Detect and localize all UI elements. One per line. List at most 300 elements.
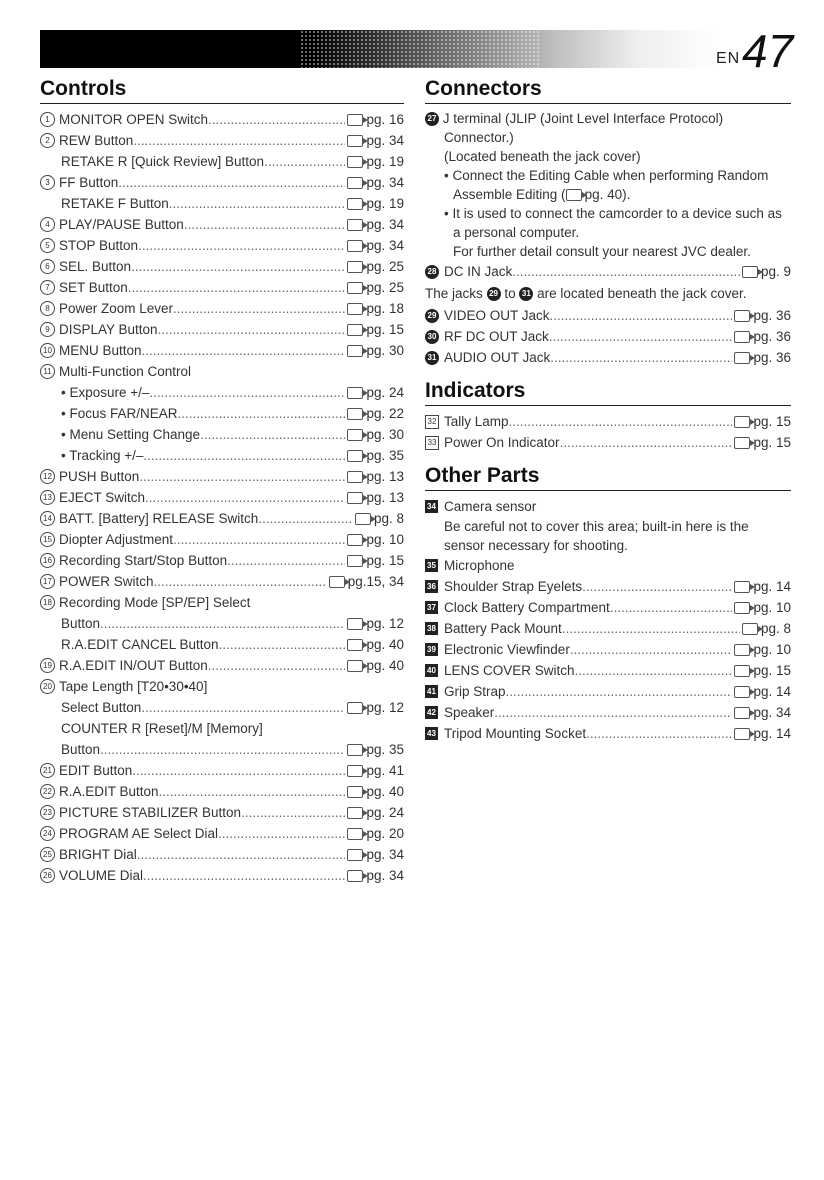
entry-label: EDIT Button xyxy=(59,763,133,778)
page-ref-text: pg. 15 xyxy=(366,322,404,337)
entry-label: RETAKE R [Quick Review] Button xyxy=(61,154,265,169)
list-item xyxy=(40,592,404,613)
entry-label: PLAY/PAUSE Button xyxy=(59,217,184,232)
item-number-icon: 9 xyxy=(40,322,55,337)
page-ref-text: pg. 40 xyxy=(366,784,404,799)
item-number-icon: 25 xyxy=(40,847,55,862)
entry-label: Electronic Viewfinder xyxy=(444,642,570,657)
dcin-row xyxy=(425,261,791,282)
page-ref xyxy=(345,844,404,865)
page-reference-icon xyxy=(347,702,363,714)
item-number-icon: 11 xyxy=(40,364,55,379)
page-ref-text: pg. 19 xyxy=(366,154,404,169)
leader-dots xyxy=(131,256,345,277)
controls-list xyxy=(40,109,404,886)
item-number-icon: 14 xyxy=(40,511,55,526)
page-ref-text: pg. 15 xyxy=(753,435,791,450)
leader-dots xyxy=(570,639,733,660)
entry-label: VOLUME Dial xyxy=(59,868,144,883)
list-item xyxy=(425,432,791,453)
page-ref-text: pg. 13 xyxy=(366,469,404,484)
page-reference-icon xyxy=(347,114,363,126)
leader-dots xyxy=(173,529,345,550)
page-reference-icon xyxy=(347,303,363,315)
page-ref xyxy=(732,660,791,681)
page-reference-icon xyxy=(347,198,363,210)
list-item xyxy=(40,340,404,361)
page-reference-icon xyxy=(347,282,363,294)
bullet-text: • It is used to connect the camcorder to a device such as a personal computer. xyxy=(444,206,782,240)
page-ref-text: pg. 34 xyxy=(366,868,404,883)
badge-wrap xyxy=(40,151,57,172)
page-ref xyxy=(732,305,791,326)
badge-wrap xyxy=(40,823,57,844)
entry-label: SEL. Button xyxy=(59,259,132,274)
page-ref xyxy=(345,802,404,823)
page-ref xyxy=(327,571,404,592)
page-ref-text: pg. 30 xyxy=(366,427,404,442)
item-number-icon: 38 xyxy=(425,622,438,635)
list-item xyxy=(40,277,404,298)
item-number-icon: 17 xyxy=(40,574,55,589)
page-ref-text: pg. 14 xyxy=(753,579,791,594)
page-reference-icon xyxy=(347,261,363,273)
badge-wrap xyxy=(40,235,57,256)
page-ref-text: pg. 35 xyxy=(366,742,404,757)
list-item xyxy=(40,172,404,193)
page-ref-text: pg. 36 xyxy=(753,350,791,365)
page-ref xyxy=(345,865,404,886)
page-ref xyxy=(732,576,791,597)
list-item xyxy=(40,823,404,844)
right-column xyxy=(425,76,791,744)
entry-label: Speaker xyxy=(444,705,495,720)
page-ref-text: pg. 22 xyxy=(366,406,404,421)
jterminal-bullet-1 xyxy=(425,166,791,204)
badge-wrap xyxy=(40,340,57,361)
page-reference-icon xyxy=(734,602,750,614)
indicators-heading: Indicators xyxy=(425,378,791,406)
other-parts-heading: Other Parts xyxy=(425,463,791,491)
page-reference-icon xyxy=(347,618,363,630)
page-ref xyxy=(732,347,791,368)
entry-label: • Menu Setting Change xyxy=(61,427,201,442)
item-number-icon: 28 xyxy=(425,265,439,279)
page-reference-icon xyxy=(347,240,363,252)
leader-dots xyxy=(145,487,345,508)
list-item xyxy=(425,597,791,618)
page-reference-icon xyxy=(347,660,363,672)
page-ref-text: pg. 30 xyxy=(366,343,404,358)
leader-dots xyxy=(512,261,740,282)
page-ref xyxy=(345,529,404,550)
page-ref-text: pg. 14 xyxy=(753,684,791,699)
item-number-icon: 32 xyxy=(425,415,439,429)
page-ref xyxy=(353,508,404,529)
badge-wrap xyxy=(40,571,57,592)
page-ref xyxy=(345,151,404,172)
badge-wrap xyxy=(40,466,57,487)
page-ref-text: pg. 24 xyxy=(366,805,404,820)
badge-wrap xyxy=(40,802,57,823)
page-ref xyxy=(345,424,404,445)
list-item xyxy=(40,130,404,151)
item-number-icon: 30 xyxy=(425,330,439,344)
badge-wrap xyxy=(40,445,57,466)
item-number-icon: 7 xyxy=(40,280,55,295)
leader-dots xyxy=(582,576,732,597)
page-ref xyxy=(345,613,404,634)
badge-wrap xyxy=(40,109,57,130)
badge-wrap xyxy=(425,261,442,282)
leader-dots xyxy=(132,760,345,781)
badge-wrap xyxy=(40,613,57,634)
page-ref-text: pg.15, 34 xyxy=(347,574,404,589)
leader-dots xyxy=(154,571,327,592)
page-ref-text: pg. 34 xyxy=(366,175,404,190)
badge-wrap xyxy=(40,760,57,781)
entry-label: DC IN Jack xyxy=(444,264,513,279)
item-number-icon: 26 xyxy=(40,868,55,883)
list-item xyxy=(40,844,404,865)
entry-label: Battery Pack Mount xyxy=(444,621,562,636)
page-reference-icon xyxy=(347,324,363,336)
leader-dots xyxy=(575,660,733,681)
list-item xyxy=(40,151,404,172)
entry-label: MENU Button xyxy=(59,343,142,358)
leader-dots xyxy=(200,424,345,445)
page-reference-icon xyxy=(347,765,363,777)
page-ref xyxy=(345,655,404,676)
entry-label: BRIGHT Dial xyxy=(59,847,137,862)
page-ref-text: pg. 10 xyxy=(753,642,791,657)
list-item xyxy=(40,697,404,718)
list-item xyxy=(40,256,404,277)
badge-wrap xyxy=(40,739,57,760)
entry-label: Recording Mode [SP/EP] Select xyxy=(59,595,251,610)
entry-label: PICTURE STABILIZER Button xyxy=(59,805,242,820)
item-number-icon: 27 xyxy=(425,112,439,126)
leader-dots xyxy=(550,305,733,326)
page-ref xyxy=(345,193,404,214)
entry-label: • Focus FAR/NEAR xyxy=(61,406,178,421)
list-item xyxy=(40,571,404,592)
leader-dots xyxy=(550,347,732,368)
leader-dots xyxy=(173,298,345,319)
page-reference-icon xyxy=(734,310,750,322)
page-ref xyxy=(345,487,404,508)
leader-dots xyxy=(138,235,345,256)
page-ref-text: pg. 25 xyxy=(366,259,404,274)
controls-heading: Controls xyxy=(40,76,404,104)
entry-label: EJECT Switch xyxy=(59,490,146,505)
list-item xyxy=(40,739,404,760)
list-item xyxy=(425,702,791,723)
controls-column xyxy=(40,76,404,886)
list-item xyxy=(425,326,791,347)
leader-dots xyxy=(509,411,733,432)
entry-label: Tally Lamp xyxy=(444,414,509,429)
page-ref-text: pg. 8 xyxy=(373,511,404,526)
list-item xyxy=(425,576,791,597)
page-ref xyxy=(732,597,791,618)
page-reference-icon xyxy=(347,807,363,819)
list-item xyxy=(40,718,404,739)
list-item xyxy=(425,723,791,744)
entry-label: • Exposure +/– xyxy=(61,385,150,400)
entry-label: Tape Length [T20•30•40] xyxy=(59,679,208,694)
note-text: are located beneath the jack cover. xyxy=(537,286,747,301)
leader-dots xyxy=(137,844,346,865)
entry-label: PROGRAM AE Select Dial xyxy=(59,826,219,841)
entry-label: Multi-Function Control xyxy=(59,364,192,379)
page-reference-icon xyxy=(347,744,363,756)
page-reference-icon xyxy=(347,870,363,882)
page-reference-icon xyxy=(347,156,363,168)
entry-label: REW Button xyxy=(59,133,134,148)
page-number: 47 xyxy=(742,25,794,77)
page-reference-icon xyxy=(347,828,363,840)
leader-dots xyxy=(100,739,345,760)
page-reference-icon xyxy=(742,623,758,635)
page-ref xyxy=(345,466,404,487)
page-ref-text: pg. 12 xyxy=(366,616,404,631)
badge-wrap xyxy=(40,844,57,865)
leader-dots xyxy=(139,466,345,487)
list-item xyxy=(425,411,791,432)
camera-sensor-desc: Be careful not to cover this area; built-in here is the sensor necessary for shooting. xyxy=(444,519,749,553)
entry-label: Recording Start/Stop Button xyxy=(59,553,228,568)
badge-wrap xyxy=(40,172,57,193)
leader-dots xyxy=(159,781,346,802)
page-ref-text: pg. 8 xyxy=(760,621,791,636)
item-number-icon: 5 xyxy=(40,238,55,253)
leader-dots xyxy=(208,655,346,676)
jacks-list xyxy=(425,305,791,368)
item-number-icon: 33 xyxy=(425,436,439,450)
item-number-icon: 2 xyxy=(40,133,55,148)
page-ref-text: pg. 34 xyxy=(753,705,791,720)
list-item xyxy=(40,760,404,781)
list-item xyxy=(40,193,404,214)
leader-dots xyxy=(128,277,346,298)
list-item xyxy=(40,466,404,487)
page-ref xyxy=(740,261,791,282)
item-number-icon: 16 xyxy=(40,553,55,568)
item-number-icon: 35 xyxy=(425,559,438,572)
leader-dots xyxy=(184,214,346,235)
page-ref xyxy=(732,723,791,744)
badge-wrap xyxy=(40,655,57,676)
page-ref-text: pg. 12 xyxy=(366,700,404,715)
jterminal-title: J terminal (JLIP (Joint Level Interface Protocol) xyxy=(442,111,724,126)
leader-dots xyxy=(258,508,353,529)
entry-label: RETAKE F Button xyxy=(61,196,169,211)
page-ref xyxy=(732,326,791,347)
page-reference-icon xyxy=(347,177,363,189)
leader-dots xyxy=(149,382,345,403)
leader-dots xyxy=(218,823,345,844)
item-number-icon: 21 xyxy=(40,763,55,778)
page-ref-text: pg. 10 xyxy=(366,532,404,547)
page-ref-text: pg. 13 xyxy=(366,490,404,505)
page-ref xyxy=(345,277,404,298)
page-reference-icon xyxy=(734,352,750,364)
badge-wrap xyxy=(425,347,442,368)
badge-wrap xyxy=(40,718,57,739)
jack-cover-note xyxy=(425,284,791,303)
entry-label: Camera sensor xyxy=(444,499,537,514)
note-text: to xyxy=(504,286,516,301)
entry-label: SET Button xyxy=(59,280,128,295)
language-label: EN xyxy=(716,50,741,67)
list-item xyxy=(425,261,791,282)
badge-wrap xyxy=(425,597,442,618)
leader-dots xyxy=(169,193,346,214)
page-ref-text: pg. 25 xyxy=(366,280,404,295)
leader-dots xyxy=(227,550,345,571)
page-ref-text: pg. 36 xyxy=(753,329,791,344)
badge-wrap xyxy=(40,403,57,424)
leader-dots xyxy=(219,634,346,655)
page-number-badge xyxy=(716,25,806,77)
entry-label: Select Button xyxy=(61,700,142,715)
list-item xyxy=(40,865,404,886)
badge-wrap xyxy=(40,508,57,529)
page-reference-icon xyxy=(347,492,363,504)
page-reference-icon xyxy=(347,534,363,546)
badge-wrap xyxy=(40,214,57,235)
item-number-icon: 23 xyxy=(40,805,55,820)
page-reference-icon xyxy=(347,429,363,441)
jterminal-location: (Located beneath the jack cover) xyxy=(444,149,641,164)
item-number-icon: 12 xyxy=(40,469,55,484)
page-reference-icon xyxy=(734,728,750,740)
page-ref xyxy=(345,634,404,655)
page-ref xyxy=(732,411,791,432)
page-ref-text: pg. 16 xyxy=(366,112,404,127)
list-item xyxy=(40,529,404,550)
page-ref xyxy=(345,214,404,235)
page-reference-icon xyxy=(566,189,582,201)
page-reference-icon xyxy=(734,686,750,698)
badge-wrap xyxy=(425,432,442,453)
leader-dots xyxy=(560,432,733,453)
list-item xyxy=(40,445,404,466)
entry-label: Clock Battery Compartment xyxy=(444,600,610,615)
list-item xyxy=(40,319,404,340)
badge-wrap xyxy=(425,411,442,432)
entry-label: DISPLAY Button xyxy=(59,322,158,337)
leader-dots xyxy=(549,326,733,347)
page-ref-text: pg. 19 xyxy=(366,196,404,211)
item-number-icon: 29 xyxy=(487,287,501,301)
item-number-icon: 40 xyxy=(425,664,438,677)
page-ref-text: pg. 34 xyxy=(366,238,404,253)
badge-wrap xyxy=(40,781,57,802)
leader-dots xyxy=(178,403,346,424)
item-number-icon: 8 xyxy=(40,301,55,316)
entry-label: COUNTER R [Reset]/M [Memory] xyxy=(61,721,263,736)
list-item xyxy=(40,487,404,508)
page-ref xyxy=(345,172,404,193)
entry-label: VIDEO OUT Jack xyxy=(444,308,550,323)
leader-dots xyxy=(586,723,732,744)
page-ref-text: pg. 15 xyxy=(753,414,791,429)
leader-dots xyxy=(158,319,346,340)
leader-dots xyxy=(143,865,345,886)
note-text: The jacks xyxy=(425,286,483,301)
page-reference-icon xyxy=(734,331,750,343)
page-ref xyxy=(345,760,404,781)
entry-label: AUDIO OUT Jack xyxy=(444,350,551,365)
badge-wrap xyxy=(40,487,57,508)
badge-wrap xyxy=(425,555,442,576)
page-reference-icon xyxy=(734,644,750,656)
item-number-icon: 31 xyxy=(519,287,533,301)
item-number-icon: 18 xyxy=(40,595,55,610)
page-reference-icon xyxy=(347,849,363,861)
list-item xyxy=(40,403,404,424)
entry-label: Grip Strap xyxy=(444,684,506,699)
badge-wrap xyxy=(40,697,57,718)
entry-label: Power On Indicator xyxy=(444,435,560,450)
page-ref-text: pg. 14 xyxy=(753,726,791,741)
item-number-icon: 15 xyxy=(40,532,55,547)
leader-dots xyxy=(143,445,345,466)
page-reference-icon xyxy=(347,219,363,231)
page-ref xyxy=(345,403,404,424)
list-item xyxy=(425,660,791,681)
badge-wrap xyxy=(40,361,57,382)
page-reference-icon xyxy=(347,135,363,147)
page-ref-text: pg. 9 xyxy=(760,264,791,279)
item-number-icon: 29 xyxy=(425,309,439,323)
badge-wrap xyxy=(425,723,442,744)
entry-label: Shoulder Strap Eyelets xyxy=(444,579,583,594)
entry-label: Power Zoom Lever xyxy=(59,301,174,316)
page-reference-icon xyxy=(734,665,750,677)
page-ref-text: pg. 10 xyxy=(753,600,791,615)
page-ref xyxy=(732,639,791,660)
badge-wrap xyxy=(425,660,442,681)
list-item xyxy=(40,676,404,697)
list-item xyxy=(40,550,404,571)
page-ref-text: pg. 20 xyxy=(366,826,404,841)
jterminal-entry xyxy=(425,109,791,128)
camera-sensor-entry xyxy=(425,496,791,517)
badge-wrap xyxy=(40,193,57,214)
page-ref xyxy=(345,319,404,340)
list-item xyxy=(425,681,791,702)
badge-wrap xyxy=(40,529,57,550)
page-reference-icon xyxy=(347,408,363,420)
item-number-icon: 4 xyxy=(40,217,55,232)
page-ref xyxy=(345,235,404,256)
jterminal-title-cont: Connector.) xyxy=(444,130,514,145)
badge-wrap xyxy=(40,298,57,319)
item-number-icon: 3 xyxy=(40,175,55,190)
leader-dots xyxy=(141,697,345,718)
page-ref xyxy=(345,550,404,571)
list-item xyxy=(40,235,404,256)
badge-wrap xyxy=(40,592,57,613)
badge-wrap xyxy=(425,639,442,660)
page-ref-text: pg. 34 xyxy=(366,217,404,232)
item-number-icon: 19 xyxy=(40,658,55,673)
leader-dots xyxy=(133,130,345,151)
badge-wrap xyxy=(40,865,57,886)
